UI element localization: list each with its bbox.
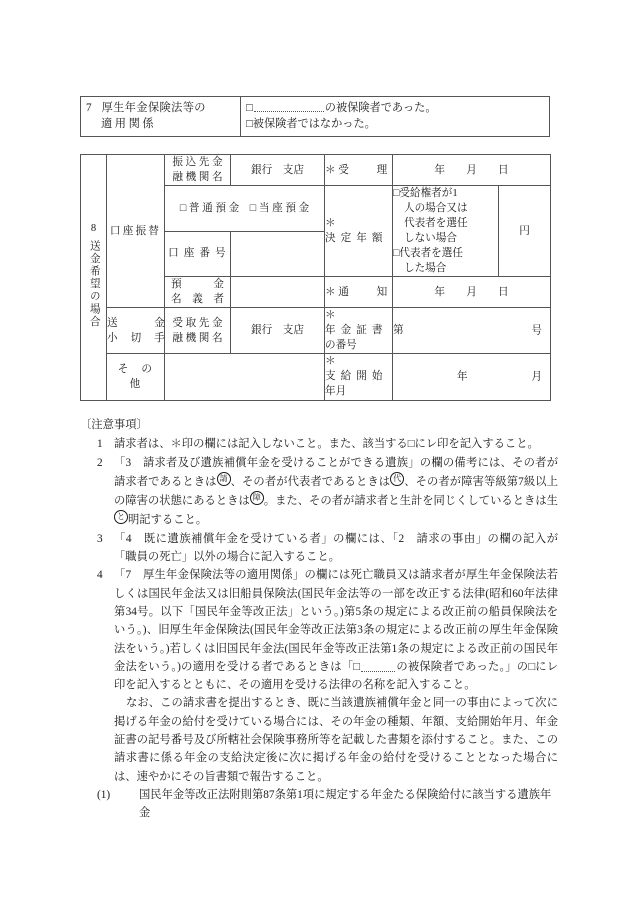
note-number: 1 [97,438,103,451]
option-single-or-no-rep-l4: しない場合 [404,233,457,245]
label-dai: 第 [393,325,404,337]
option-futsu-yokin[interactable]: □ 普 通 預 金 [179,202,240,214]
field-shikyu-kaishi-nengetsu[interactable] [393,354,551,400]
label-tsuchi: ＊ 通 知 [325,277,393,308]
note-number: 4 [97,569,103,582]
table-row [81,354,551,400]
section-7-label-line2: 適用関係 [101,118,157,131]
note-item-4 [80,566,558,786]
label-gou: 号 [531,325,542,337]
kind-sonota: そ の 他 [107,354,165,400]
kind-soukin-kogitte: 送 金 小 切 手 [107,308,165,354]
note-text [114,454,558,530]
note-4-paragraph-1: 「7 厚生年金保険法等の適用関係」の欄には死亡職員又は請求者が厚生年金保険法若しくは国民年金法又は旧船員保険法(国民年金法等の一部を改正する法律(昭和60年法律第34号。以下「国民年金等改正法」という。)第5条の規定による改正前の船員保険法をいう。)、旧厚生年金保険法(国民年金等改正法第3条の規定による改正前の厚生年金保険法をいう。)若しくは旧国民年金法(国民年金等改正法第1条の規定による改正前の国民年金法をいう。)の適用を受ける者であるときは「□ の被保険者であった。」の□にレ印を記入するとともに、その適用を受ける法律の名称を記入すること。 [114,569,558,692]
option-single-or-no-rep-l2: 人の場合又は [404,203,468,215]
field-juri-date[interactable]: 年 月 日 [393,155,551,186]
section-7-label-cell [81,97,241,137]
note-number: 3 [97,532,103,545]
circled-to-char: と [114,510,128,524]
sub-item-text: 国民年金等改正法附則第87条第1項に規定する年金たる保険給付に該当する遺族年金 [139,788,552,820]
circled-sei-char: 請 [217,472,231,486]
option-single-or-no-rep-l1[interactable]: □受給権者が1 [393,188,458,200]
label-yokin-meigisha: 預 金 名 義 者 [165,277,231,308]
fill-in-dotted-line-small [361,663,395,672]
note-2-paragraph: 「3 請求者及び遺族補償年金を受けることができる遺族」の欄の備考には、その者が請求者であるときは 請 、その者が代表者であるときは 代 、その者が障害等級第7級以上の障害の状態にあるときは 障 。また、その者が請求者と生計を同じくしているときは生と 明記すること。 [114,456,558,527]
label-uketorisaki-kinyuukikan: 受 取 先 金 融 機 関 名 [165,308,231,354]
option-toza-yokin[interactable]: □ 当 座 預 金 [249,202,310,214]
note-text: 請求者は、＊印の欄には記入しないこと。また、該当する□にレ印を記入すること。 [114,438,539,451]
section-7-options-cell [241,97,550,137]
label-juri: ＊ 受 理 [325,155,393,186]
note-item-3 [80,530,558,567]
section-8-vertical-label: 送金希望の場合 [88,240,100,329]
fill-in-dotted-line[interactable] [254,102,324,112]
table-row [81,308,551,354]
notes-title: 〔注意事項〕 [80,419,148,431]
circled-dai-char: 代 [390,472,404,486]
field-bank-branch-1[interactable]: 銀行 支店 [231,155,325,186]
section-8-number: 8 [90,223,97,235]
section-8-table [80,154,551,401]
note-number: 2 [97,456,103,469]
notes-section [80,416,558,823]
table-row [81,97,550,137]
note-text [114,566,558,786]
option-rep-appointed-l1[interactable]: □代表者を選任 [393,248,463,260]
label-nenkin-shosho-bangou: ＊ 年 金 証 書 の番号 [325,308,393,354]
field-bank-branch-2[interactable]: 銀行 支店 [231,308,325,354]
label-shikyu-kaishi-nengetsu: ＊ 支 給 開 始 年月 [325,354,393,400]
section-7-option-1[interactable]: □ の被保険者であった。 [246,102,437,114]
option-single-or-no-rep-l3: 代表者を選任 [404,218,468,230]
label-kettei-nengaku: ＊ 決 定 年 額 [325,186,393,277]
label-furikomi-kinyuukikan: 振 込 先 金 融 機 関 名 [165,155,231,186]
kind-kouza-furikae: 口座振替 [107,155,165,308]
section-8-vertical-label-cell [81,155,107,401]
sub-item-number: (1) [97,788,111,801]
field-sonota[interactable] [165,354,325,400]
label-year: 年 [457,371,468,383]
deposit-type-options[interactable] [165,186,325,232]
section-7-label-line1: 7 厚生年金保険法等の [86,102,206,114]
table-row [81,155,551,186]
option-rep-appointed-l2: した場合 [404,263,447,275]
note-4-sub-item-1 [80,786,558,823]
note-item-1 [80,435,558,453]
field-nenkin-shosho-bangou[interactable] [393,308,551,354]
field-tsuchi-date[interactable]: 年 月 日 [393,277,551,308]
note-item-2 [80,454,558,530]
field-kouza-bangou[interactable] [231,231,325,277]
note-text: 「4 既に遺族補償年金を受けている者」の欄には、「2 請求の事由」の欄の記入が「職員の死亡」以外の場合に記入すること。 [114,532,558,564]
section-7-table [80,96,550,137]
label-month: 月 [531,371,542,383]
label-kouza-bangou: 口 座 番 号 [165,231,231,277]
circled-sho-char: 障 [250,491,264,505]
field-yokin-meigisha[interactable] [231,277,325,308]
note-4-paragraph-2: なお、この請求書を提出するとき、既に当該遺族補償年金と同一の事由によって次に掲げる年金の給付を受けている場合には、その年金の種類、年額、支給開始年月、年金証書の記号番号及び所轄社会保険事務所等を記載した書類を添付すること。また、この請求書に係る年金の支給決定後に次に掲げる年金の給付を受けることとなった場合には、速やかにその旨書類で報告すること。 [114,697,558,783]
kettei-checkbox-options[interactable] [393,186,499,277]
section-7-option-2[interactable]: □被保険者ではなかった。 [246,118,376,131]
unit-yen: 円 [499,186,551,277]
